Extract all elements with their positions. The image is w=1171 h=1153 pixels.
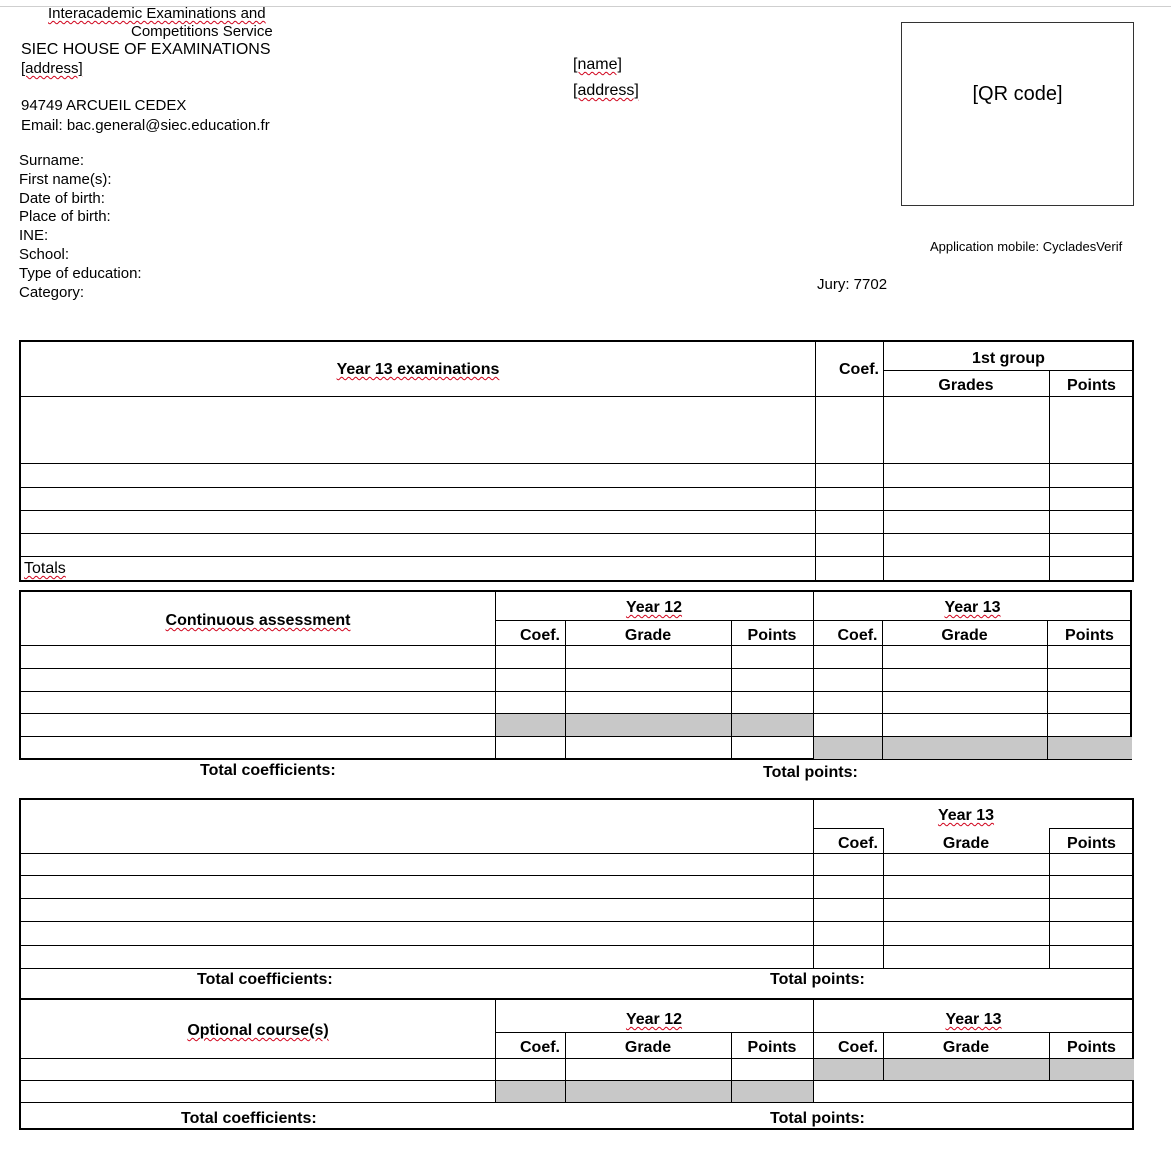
field-ine: INE: [19, 227, 49, 245]
sender-address: [address] [21, 60, 83, 77]
exams-coef-header: Coef. [839, 361, 879, 378]
shaded-cells-year12 [495, 714, 813, 736]
field-first-names: First name(s): [19, 170, 112, 188]
exams-table [19, 340, 1134, 582]
optional-total-points: Total points: [770, 1110, 865, 1127]
continuous-year12: Year 12 [625, 599, 683, 616]
field-type-of-education: Type of education: [19, 264, 142, 282]
third-grade-header: Grade [942, 835, 990, 852]
org-line-2: Competitions Service [131, 23, 273, 40]
candidate-fields [19, 152, 142, 302]
optional-y12-coef: Coef. [520, 1039, 560, 1056]
third-year13: Year 13 [937, 807, 995, 824]
continuous-y13-coef: Coef. [837, 627, 878, 644]
optional-y13-points: Points [1067, 1039, 1116, 1056]
app-mobile-note: Application mobile: CycladesVerif [930, 239, 1123, 254]
third-total-points: Total points: [770, 971, 865, 988]
exams-grades-header: Grades [938, 377, 994, 394]
house-name: SIEC HOUSE OF EXAMINATIONS [21, 41, 271, 58]
org-line-1: Interacademic Examinations and [48, 5, 266, 22]
optional-year12: Year 12 [625, 1011, 683, 1028]
continuous-table [19, 590, 1132, 760]
optional-y12-grade: Grade [624, 1039, 672, 1056]
continuous-total-points: Total points: [763, 764, 858, 781]
shaded-cells-optional-year13 [813, 1059, 1134, 1080]
field-surname: Surname: [19, 152, 85, 169]
optional-y13-grade: Grade [942, 1039, 990, 1056]
recipient-address: [address] [573, 82, 639, 99]
jury-number: Jury: 7702 [817, 276, 888, 293]
continuous-y12-coef: Coef. [520, 627, 560, 644]
field-date-of-birth: Date of birth: [19, 189, 105, 207]
shaded-cells-optional-year12 [495, 1081, 813, 1102]
exams-group-header: 1st group [972, 350, 1045, 367]
continuous-title: Continuous assessment [165, 612, 351, 629]
optional-year13: Year 13 [945, 1011, 1002, 1028]
shaded-cells-year13 [813, 737, 1132, 759]
optional-title: Optional course(s) [187, 1022, 329, 1039]
postal-line: 94749 ARCUEIL CEDEX [21, 97, 187, 114]
continuous-year13: Year 13 [944, 599, 1001, 616]
continuous-total-coefficients: Total coefficients: [200, 762, 336, 779]
field-school: School: [19, 245, 70, 263]
optional-y12-points: Points [747, 1039, 797, 1056]
third-total-coefficients: Total coefficients: [197, 971, 333, 988]
continuous-y13-points: Points [1065, 627, 1114, 644]
continuous-y13-grade: Grade [941, 627, 988, 644]
third-points-header: Points [1067, 835, 1116, 852]
field-place-of-birth: Place of birth: [19, 208, 111, 226]
exams-points-header: Points [1067, 377, 1116, 394]
continuous-y12-points: Points [747, 627, 797, 644]
continuous-y12-grade: Grade [624, 627, 672, 644]
exams-totals-label: Totals [24, 560, 66, 577]
qr-code-box [901, 22, 1134, 206]
third-coef-header: Coef. [838, 835, 878, 852]
field-category: Category: [19, 283, 85, 301]
third-table [19, 798, 1134, 1000]
qr-code-label: [QR code] [972, 83, 1063, 105]
optional-y13-coef: Coef. [838, 1039, 878, 1056]
optional-table [19, 998, 1134, 1130]
optional-total-coefficients: Total coefficients: [181, 1110, 317, 1127]
email-line: Email: bac.general@siec.education.fr [21, 117, 270, 134]
recipient-name: [name] [573, 56, 622, 73]
exams-title: Year 13 examinations [336, 361, 500, 378]
